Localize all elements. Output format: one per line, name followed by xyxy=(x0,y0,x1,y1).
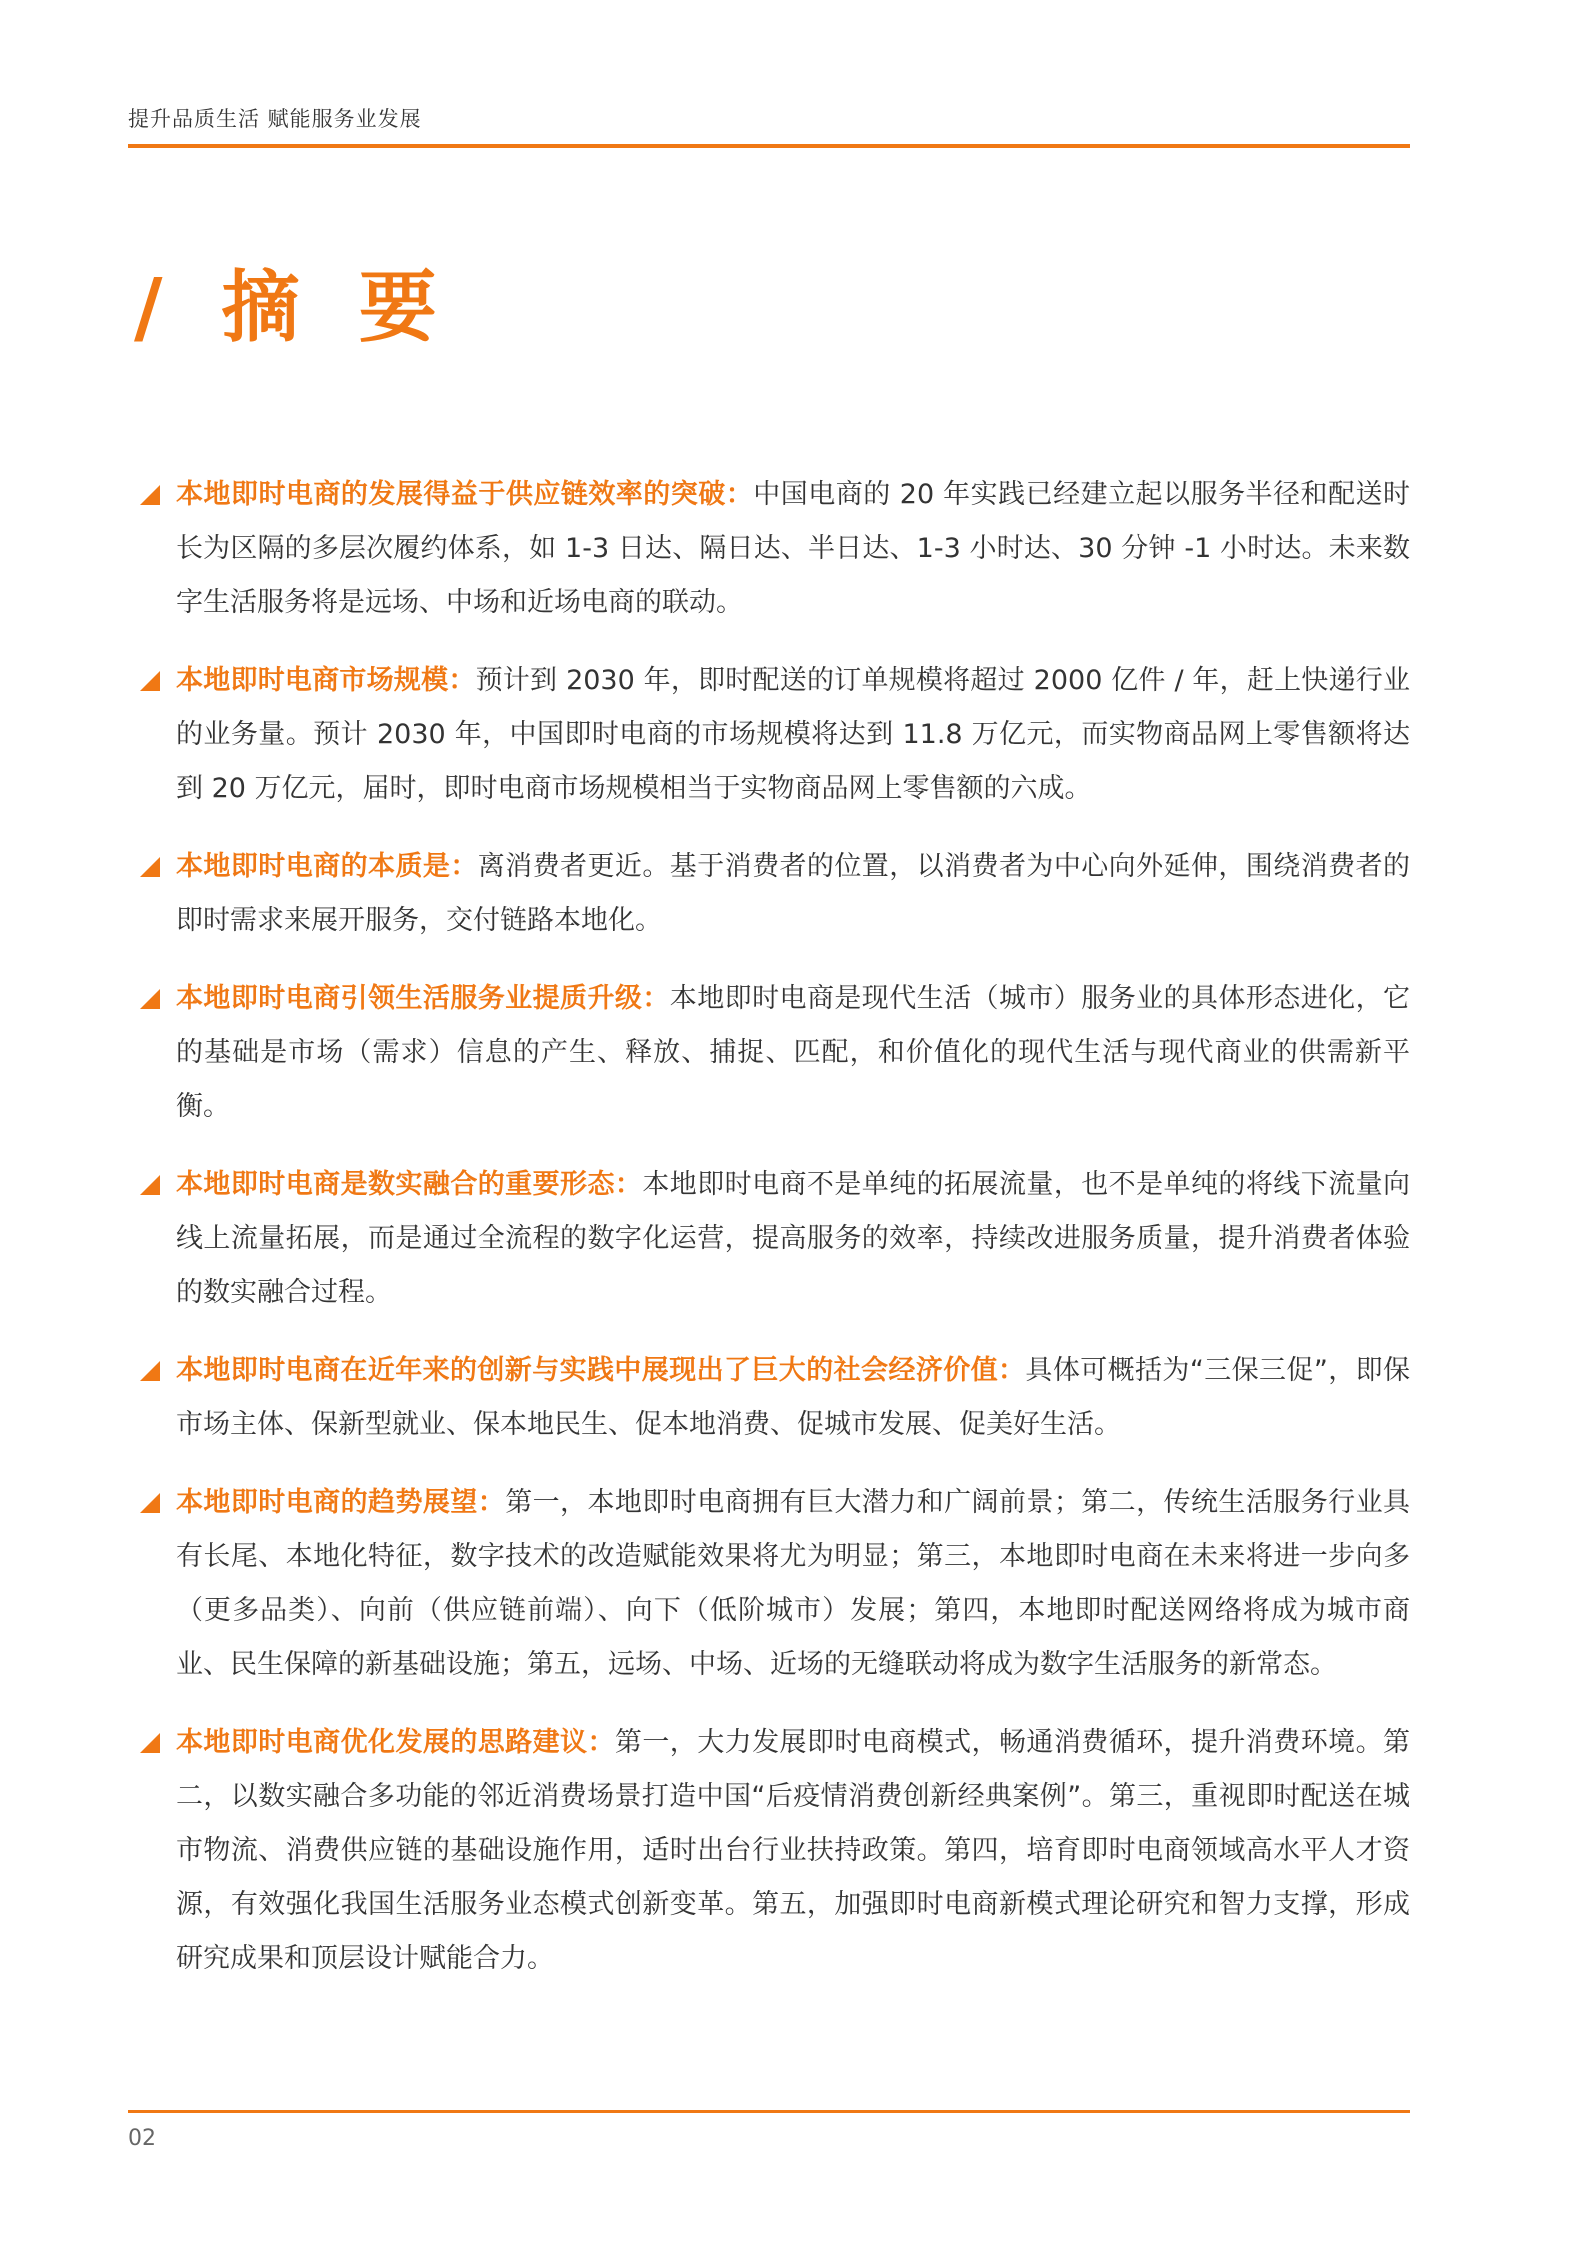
summary-item xyxy=(128,1158,1410,1320)
summary-item-title: 本地即时电商的发展得益于供应链效率的突破： xyxy=(176,479,754,510)
summary-item-text: 本地即时电商不是单纯的拓展流量，也不是单纯的将线下流量向线上流量拓展，而是通过全流程的数字化运营，提高服务的效率，持续改进服务质量，提升消费者体验的数实融合过程。 xyxy=(176,1169,1411,1308)
page-title: / 摘 要 xyxy=(134,263,453,353)
header-divider xyxy=(128,144,1410,148)
triangle-icon xyxy=(138,855,160,877)
triangle-icon xyxy=(138,1359,160,1381)
summary-item-text: 第一，大力发展即时电商模式，畅通消费循环，提升消费环境。第二，以数实融合多功能的邻近消费场景打造中国“后疫情消费创新经典案例”。第三，重视即时配送在城市物流、消费供应链的基础设施作用，适时出台行业扶持政策。第四，培育即时电商领域高水平人才资源，有效强化我国生活服务业态模式创新变革。第五，加强即时电商新模式理论研究和智力支撑，形成研究成果和顶层设计赋能合力。 xyxy=(176,1727,1411,1974)
triangle-icon xyxy=(138,1491,160,1513)
triangle-icon xyxy=(138,669,160,691)
summary-item-text: 离消费者更近。基于消费者的位置，以消费者为中心向外延伸，围绕消费者的即时需求来展开服务，交付链路本地化。 xyxy=(176,851,1410,936)
summary-item-title: 本地即时电商是数实融合的重要形态： xyxy=(176,1169,643,1200)
triangle-icon xyxy=(138,483,160,505)
summary-item-text: 中国电商的 20 年实践已经建立起以服务半径和配送时长为区隔的多层次履约体系，如 1-3 日达、隔日达、半日达、1-3 小时达、30 分钟 -1 小时达。未来数字生活服务将是远场、中场和近场电商的联动。 xyxy=(176,479,1410,618)
summary-item xyxy=(128,654,1410,816)
summary-item-text: 预计到 2030 年，即时配送的订单规模将超过 2000 亿件 / 年，赶上快递行业的业务量。预计 2030 年，中国即时电商的市场规模将达到 11.8 万亿元，而实物商品网上零售额将达到 20 万亿元，届时，即时电商市场规模相当于实物商品网上零售额的六成。 xyxy=(176,665,1410,804)
summary-item xyxy=(128,1344,1410,1452)
page-number: 02 xyxy=(128,2126,156,2151)
summary-item-title: 本地即时电商的本质是： xyxy=(176,851,478,882)
triangle-icon xyxy=(138,1731,160,1753)
summary-item-title: 本地即时电商在近年来的创新与实践中展现出了巨大的社会经济价值： xyxy=(176,1355,1026,1386)
triangle-icon xyxy=(138,987,160,1009)
summary-item xyxy=(128,468,1410,630)
summary-item xyxy=(128,1476,1410,1692)
summary-item-title: 本地即时电商的趋势展望： xyxy=(176,1487,506,1518)
summary-item xyxy=(128,1716,1410,1986)
summary-item-text: 本地即时电商是现代生活（城市）服务业的具体形态进化，它的基础是市场（需求）信息的产生、释放、捕捉、匹配，和价值化的现代生活与现代商业的供需新平衡。 xyxy=(176,983,1411,1122)
summary-item-title: 本地即时电商引领生活服务业提质升级： xyxy=(176,983,670,1014)
summary-list xyxy=(128,468,1410,2010)
summary-item-title: 本地即时电商优化发展的思路建议： xyxy=(176,1727,615,1758)
summary-item-title: 本地即时电商市场规模： xyxy=(176,665,476,696)
summary-item xyxy=(128,840,1410,948)
triangle-icon xyxy=(138,1173,160,1195)
summary-item-text: 第一，本地即时电商拥有巨大潜力和广阔前景；第二，传统生活服务行业具有长尾、本地化特征，数字技术的改造赋能效果将尤为明显；第三，本地即时电商在未来将进一步向多（更多品类）、向前（供应链前端）、向下（低阶城市）发展；第四，本地即时配送网络将成为城市商业、民生保障的新基础设施；第五，远场、中场、近场的无缝联动将成为数字生活服务的新常态。 xyxy=(176,1487,1411,1680)
footer-divider xyxy=(128,2110,1410,2113)
summary-item xyxy=(128,972,1410,1134)
summary-item-text: 具体可概括为“三保三促”，即保市场主体、保新型就业、保本地民生、促本地消费、促城市发展、促美好生活。 xyxy=(176,1355,1411,1440)
header-title: 提升品质生活 赋能服务业发展 xyxy=(128,107,422,131)
running-header xyxy=(128,104,1410,148)
